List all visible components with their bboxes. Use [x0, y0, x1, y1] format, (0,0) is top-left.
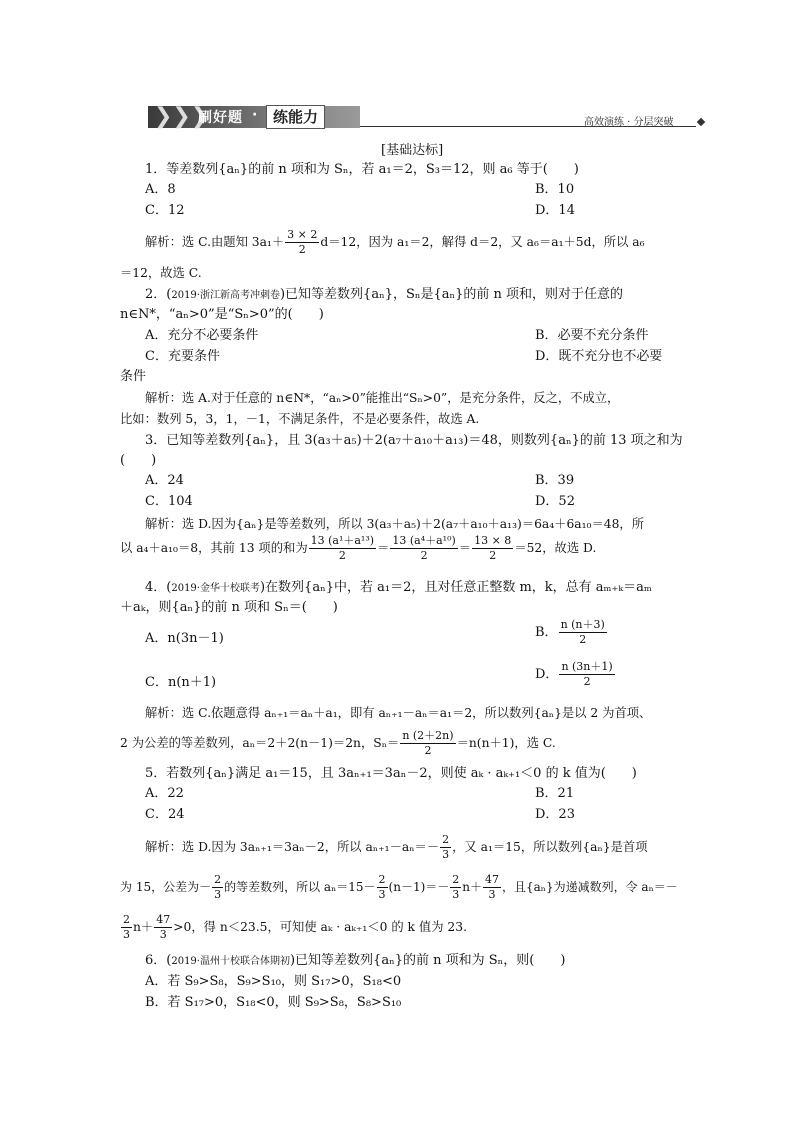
fraction: [154, 913, 172, 942]
fraction-num: 47: [156, 913, 171, 926]
question-3-line-2: ( ): [120, 453, 157, 468]
equals: ＝: [377, 541, 390, 555]
diamond-icon: [697, 118, 705, 126]
solution-1-line-1: [145, 227, 645, 257]
fraction-den: 2: [420, 549, 428, 562]
fraction: [400, 729, 455, 758]
fraction: [121, 913, 132, 942]
q4-option-a: A．n(3n－1): [145, 631, 224, 646]
s5c-post: >0，得 n＜23.5，可知使 aₖ · aₖ₊₁＜0 的 k 值为 23.: [173, 920, 467, 934]
fraction-num: 13 × 8: [474, 534, 512, 547]
fraction-den: 3: [442, 848, 450, 861]
q6-option-b: B．若 S₁₇>0，S₁₈<0，则 S₉>S₈，S₈>S₁₀: [145, 995, 402, 1010]
question-6: [145, 953, 565, 970]
q5-option-a: A．22: [145, 786, 184, 801]
fraction: [285, 228, 319, 257]
option-letter: B．: [535, 625, 558, 640]
q2-option-d: D．既不充分也不必要: [535, 349, 663, 364]
fraction-den: 3: [452, 888, 460, 901]
fraction-den: 3: [159, 928, 167, 941]
q6-source: 2019·温州十校联合体期初: [171, 956, 290, 967]
fraction-den: 3: [123, 928, 130, 941]
fraction-den: 2: [489, 549, 497, 562]
q2-source: 2019·浙江新高考冲刺卷: [171, 290, 280, 301]
q2-prefix: 2．(: [145, 287, 172, 302]
solution-5-line-1: [145, 832, 648, 862]
question-2-line-2: n∈N*，“aₙ>0”是“Sₙ>0”的( ): [120, 307, 324, 322]
q4-source: 2019·金华十校联考: [171, 583, 260, 594]
q4-option-c: C．n(n＋1): [145, 675, 217, 690]
fraction: [559, 660, 614, 689]
s5-post: ，又 a₁＝15，所以数列{aₙ}是首项: [452, 840, 648, 854]
section-title: [基础达标]: [381, 143, 444, 158]
option-letter: D．: [535, 667, 559, 682]
q3-option-b: B．39: [535, 473, 575, 488]
s5b-post: ，且{aₙ}为递减数列，令 aₙ＝－: [502, 880, 678, 894]
q4-text: )在数列{aₙ}中，若 a₁＝2，且对任意正整数 m，k，总有 aₘ₊ₖ＝aₘ: [259, 580, 652, 595]
q5-option-d: D．23: [535, 807, 575, 822]
fraction-num: 13 (a⁴＋a¹⁰): [392, 534, 456, 547]
s1-pre: 解析：选 C.由题知 3a₁＋: [145, 235, 285, 249]
s1-post: d＝12，因为 a₁＝2，解得 d＝2，又 a₆＝a₁＋5d，所以 a₆: [320, 235, 645, 249]
banner-title-left: 刷好题: [198, 110, 243, 126]
s5-pre: 解析：选 D.因为 3aₙ₊₁＝3aₙ－2，所以 aₙ₊₁－aₙ＝－: [145, 840, 440, 854]
solution-2-line-1: 解析：选 A.对于任意的 n∈N*，“aₙ>0”能推出“Sₙ>0”，是充分条件，反之，不成立，: [145, 391, 620, 405]
q2-option-c: C．充要条件: [145, 349, 220, 364]
fraction-num: 2: [452, 873, 460, 886]
fraction-num: n (2＋2n): [402, 729, 454, 742]
fraction: [559, 618, 607, 647]
fraction: [212, 873, 223, 902]
fraction: [450, 873, 461, 902]
solution-4-line-1: 解析：选 C.依题意得 aₙ₊₁＝aₙ＋a₁，即有 aₙ₊₁－aₙ＝a₁＝2，所以数列{aₙ}是以 2 为首项、: [145, 706, 652, 720]
banner-dot: ·: [252, 107, 259, 123]
q3-option-c: C．104: [145, 494, 193, 509]
solution-4-line-2: [120, 728, 556, 758]
question-4-line-2: ＋aₖ，则{aₙ}的前 n 项和 Sₙ＝( ): [120, 600, 338, 615]
q2-option-d-cont: 条件: [120, 369, 147, 384]
fraction: [472, 534, 513, 563]
q6-option-a: A．若 S₉>S₈，S₉>S₁₀，则 S₁₇>0，S₁₈<0: [145, 974, 402, 989]
fraction-num: n (n＋3): [560, 618, 605, 631]
s5b-mid: 的等差数列，所以 aₙ＝15－: [224, 880, 376, 894]
fraction-num: 2: [442, 833, 450, 846]
fraction-den: 3: [378, 888, 386, 901]
fraction-num: 47: [485, 873, 499, 886]
question-2-line-1: [145, 287, 623, 304]
s5b-pre: 为 15，公差为－: [120, 880, 212, 894]
s5b-mid: (n－1)＝－: [388, 880, 450, 894]
fraction-num: 13 (a¹＋a¹³): [310, 534, 375, 547]
fraction-den: 2: [298, 243, 306, 256]
banner-title-right: 练能力: [266, 105, 325, 129]
header-tag: 高效演练 · 分层突破: [584, 117, 674, 128]
solution-3-line-2: [120, 533, 596, 563]
q3-option-d: D．52: [535, 494, 575, 509]
fraction-num: 3 × 2: [287, 228, 318, 241]
fraction-den: 2: [583, 675, 591, 688]
equals: ＝: [458, 541, 472, 555]
s5c-mid: n＋: [133, 920, 154, 934]
fraction: [377, 873, 388, 902]
fraction-den: 2: [424, 744, 432, 757]
q2-option-b: B．必要不充分条件: [535, 328, 649, 343]
solution-1-line-2: ＝12，故选 C.: [120, 266, 202, 280]
s3-pre: 以 a₄＋a₁₀＝8，其前 13 项的和为: [120, 541, 308, 555]
header-banner: [148, 104, 360, 130]
q2-option-a: A．充分不必要条件: [145, 328, 259, 343]
q3-option-a: A．24: [145, 473, 184, 488]
fraction: [440, 833, 451, 862]
solution-5-line-2: [120, 872, 678, 902]
solution-5-line-3: [120, 912, 467, 942]
fraction-num: 2: [123, 913, 130, 926]
s3-post: ＝52，故选 D.: [514, 541, 597, 555]
fraction-den: 2: [338, 549, 346, 562]
q4-prefix: 4．(: [145, 580, 172, 595]
s4-post: ＝n(n＋1)，选 C.: [456, 736, 556, 750]
fraction: [390, 534, 457, 563]
q6-prefix: 6．(: [145, 953, 172, 968]
question-3-line-1: 3．已知等差数列{aₙ}，且 3(a₃＋a₅)＋2(a₇＋a₁₀＋a₁₃)＝48，则数列{aₙ}的前 13 项之和为: [145, 433, 683, 448]
s5b-mid: n＋: [462, 880, 482, 894]
fraction-num: n (3n＋1): [561, 660, 613, 673]
fraction-den: 3: [488, 888, 496, 901]
fraction-num: 2: [214, 873, 222, 886]
solution-3-line-1: 解析：选 D.因为{aₙ}是等差数列，所以 3(a₃＋a₅)＋2(a₇＋a₁₀＋a₁₃)＝6a₄＋6a₁₀＝48，所: [145, 517, 645, 531]
question-5: 5．若数列{aₙ}满足 a₁＝15，且 3aₙ₊₁＝3aₙ－2，则使 aₖ · aₖ₊₁＜0 的 k 值为( ): [145, 766, 637, 781]
q5-option-c: C．24: [145, 807, 185, 822]
q1-option-b: B．10: [535, 182, 575, 197]
q6-text: )已知等差数列{aₙ}的前 n 项和为 Sₙ，则( ): [289, 953, 566, 968]
fraction: [309, 534, 376, 563]
q4-option-d: [535, 660, 616, 690]
q5-option-b: B．21: [535, 786, 575, 801]
question-1: 1．等差数列{aₙ}的前 n 项和为 Sₙ，若 a₁＝2，S₃＝12，则 a₆ 等于( ): [145, 162, 579, 177]
fraction-den: 3: [214, 888, 222, 901]
chevron-right-icon: ❯❯❯: [154, 104, 210, 129]
fraction-den: 2: [579, 633, 587, 646]
solution-2-line-2: 比如：数列 5，3，1，－1，不满足条件，不是必要条件，故选 A.: [120, 412, 480, 426]
q1-option-d: D．14: [535, 203, 575, 218]
q1-option-a: A．8: [145, 182, 176, 197]
q4-option-b: [535, 618, 608, 648]
question-4-line-1: [145, 580, 652, 597]
q2-text: )已知等差数列{aₙ}，Sₙ是{aₙ}的前 n 项和，则对于任意的: [279, 287, 624, 302]
s4-pre: 2 为公差的等差数列，aₙ＝2＋2(n－1)＝2n，Sₙ＝: [120, 736, 400, 750]
q1-option-c: C．12: [145, 203, 185, 218]
fraction-num: 2: [378, 873, 386, 886]
fraction: [483, 873, 501, 902]
